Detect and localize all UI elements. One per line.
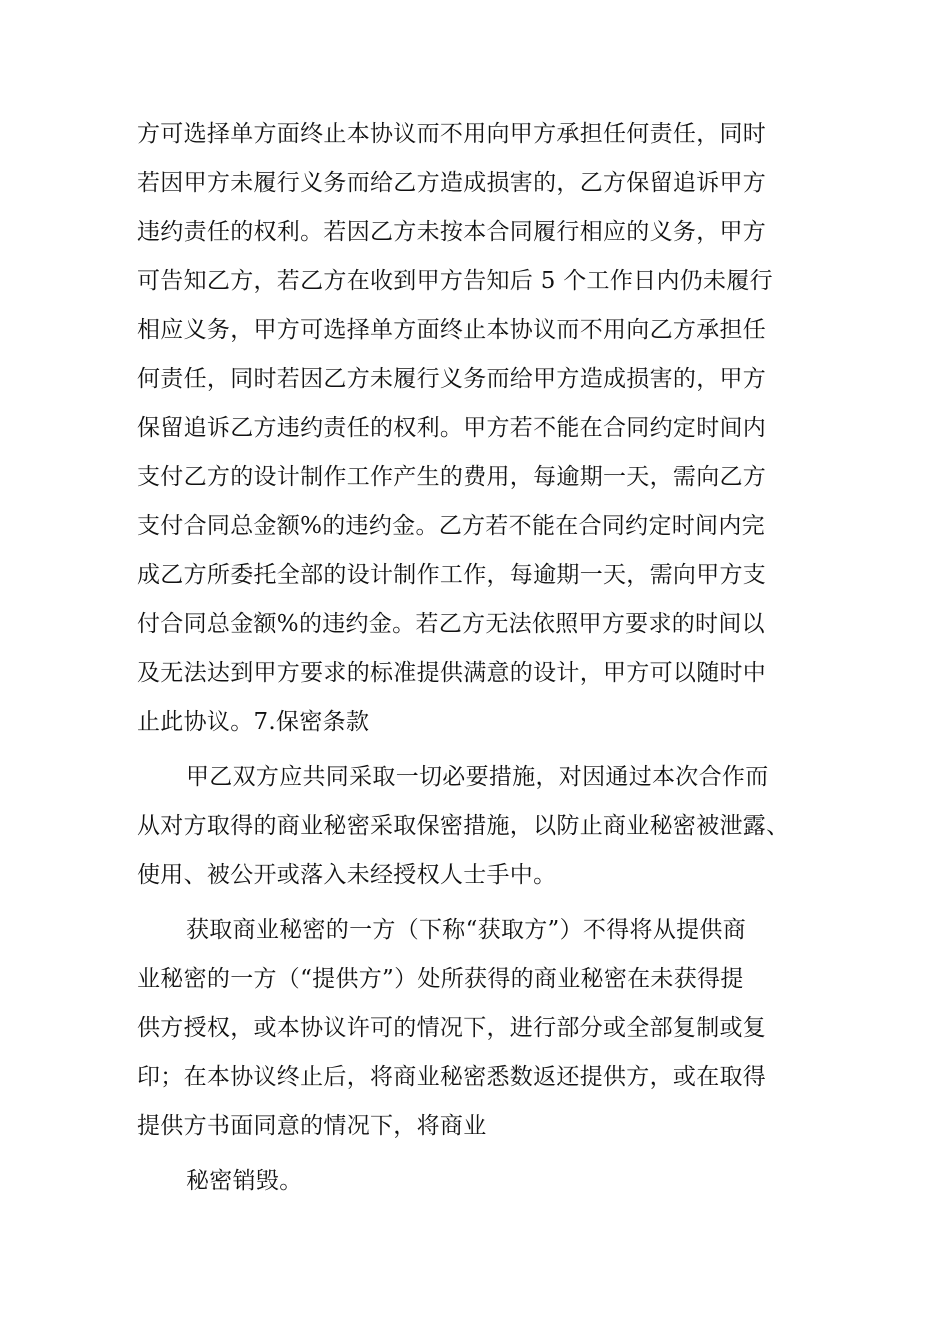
text-line: 甲乙双方应共同采取一切必要措施，对因通过本次合作而: [186, 764, 769, 790]
text-line: 从对方取得的商业秘密采取保密措施，以防止商业秘密被泄露、: [137, 813, 790, 839]
text-line: 方可选择单方面终止本协议而不用向甲方承担任何责任，同时: [137, 121, 767, 147]
text-line: 支付乙方的设计制作工作产生的费用，每逾期一天，需向乙方: [137, 464, 767, 490]
text-line: 若因甲方未履行义务而给乙方造成损害的，乙方保留追诉甲方: [137, 170, 767, 196]
document-body: [137, 110, 857, 1206]
paragraph-breach-terms: [137, 110, 857, 747]
text-line: 止此协议。7.保密条款: [137, 709, 370, 735]
text-line: 印；在本协议终止后，将商业秘密悉数返还提供方，或在取得: [137, 1064, 767, 1090]
text-line: 何责任，同时若因乙方未履行义务而给甲方造成损害的，甲方: [137, 366, 767, 392]
text-line: 供方授权，或本协议许可的情况下，进行部分或全部复制或复: [137, 1015, 767, 1041]
text-line: 可告知乙方，若乙方在收到甲方告知后 5 个工作日内仍未履行: [137, 268, 773, 294]
text-line: 业秘密的一方（“提供方”）处所获得的商业秘密在未获得提: [137, 966, 744, 992]
paragraph-destruction: [137, 1157, 857, 1206]
text-line: 获取商业秘密的一方（下称“获取方”）不得将从提供商: [186, 917, 747, 943]
paragraph-confidentiality-measures: [137, 753, 857, 900]
text-line: 违约责任的权利。若因乙方未按本合同履行相应的义务，甲方: [137, 219, 767, 245]
text-line: 付合同总金额%的违约金。若乙方无法依照甲方要求的时间以: [137, 611, 765, 637]
text-line: 相应义务，甲方可选择单方面终止本协议而不用向乙方承担任: [137, 317, 767, 343]
text-line: 使用、被公开或落入未经授权人士手中。: [137, 862, 557, 888]
text-line: 及无法达到甲方要求的标准提供满意的设计，甲方可以随时中: [137, 660, 767, 686]
paragraph-secret-handling: [137, 906, 857, 1151]
text-line: 提供方书面同意的情况下，将商业: [137, 1113, 487, 1139]
text-line: 支付合同总金额%的违约金。乙方若不能在合同约定时间内完: [137, 513, 765, 539]
text-line: 秘密销毁。: [186, 1168, 303, 1194]
text-line: 成乙方所委托全部的设计制作工作，每逾期一天，需向甲方支: [137, 562, 767, 588]
text-line: 保留追诉乙方违约责任的权利。甲方若不能在合同约定时间内: [137, 415, 767, 441]
